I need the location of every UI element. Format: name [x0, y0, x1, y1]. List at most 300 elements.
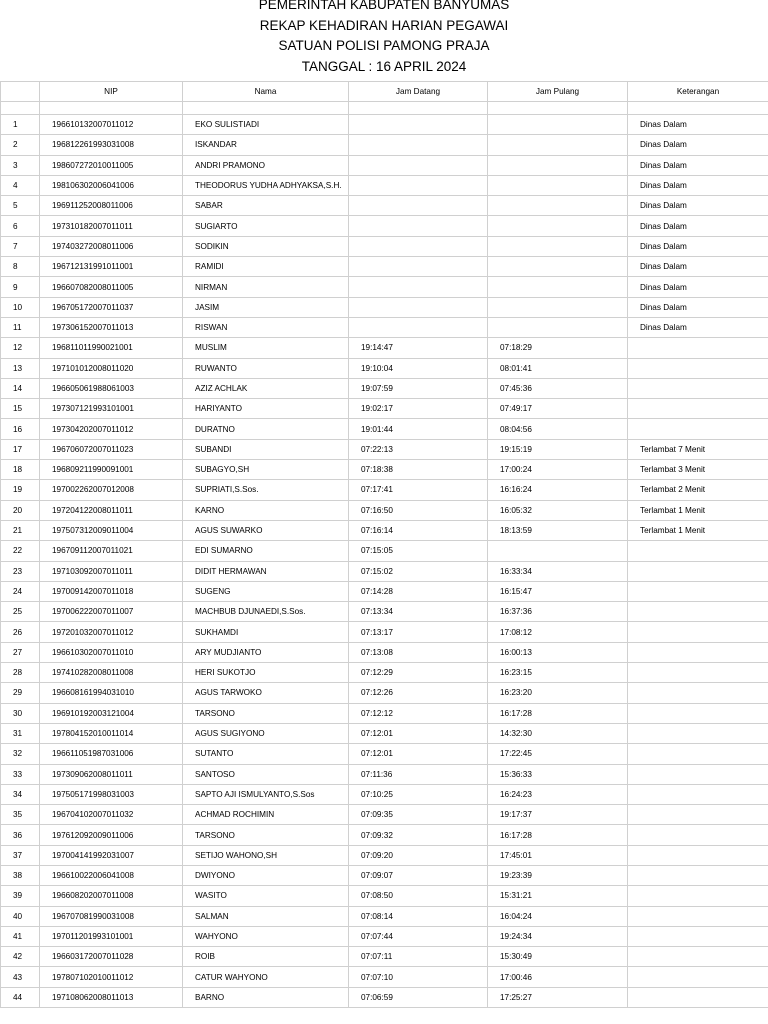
cell-keterangan	[628, 561, 768, 581]
cell-nama: EKO SULISTIADI	[183, 115, 349, 135]
cell-keterangan: Dinas Dalam	[628, 277, 768, 297]
cell-jam-datang	[349, 277, 488, 297]
cell-nip: 197306152007011013	[40, 317, 183, 337]
cell-jam-pulang	[488, 135, 628, 155]
cell-jam-pulang: 16:15:47	[488, 581, 628, 601]
cell-number: 33	[1, 764, 40, 784]
cell-jam-pulang: 16:04:24	[488, 906, 628, 926]
table-row	[1, 764, 768, 784]
cell-nama: SABAR	[183, 196, 349, 216]
cell-nama: SAPTO AJI ISMULYANTO,S.Sos	[183, 784, 349, 804]
cell-keterangan	[628, 906, 768, 926]
cell-number: 19	[1, 480, 40, 500]
cell-nip: 197807102010011012	[40, 967, 183, 987]
cell-nama: SUBAGYO,SH	[183, 460, 349, 480]
cell-number: 39	[1, 886, 40, 906]
cell-nama: ROIB	[183, 947, 349, 967]
table-row	[1, 460, 768, 480]
cell-keterangan	[628, 703, 768, 723]
cell-nama: SUPRIATI,S.Sos.	[183, 480, 349, 500]
cell-number: 41	[1, 926, 40, 946]
cell-keterangan	[628, 419, 768, 439]
cell-keterangan	[628, 378, 768, 398]
cell-nip: 196707081990031008	[40, 906, 183, 926]
cell-nip: 198106302006041006	[40, 175, 183, 195]
table-row	[1, 257, 768, 277]
cell-nama: ISKANDAR	[183, 135, 349, 155]
cell-nama: SUTANTO	[183, 744, 349, 764]
table-row	[1, 663, 768, 683]
cell-jam-pulang: 17:00:24	[488, 460, 628, 480]
cell-number: 1	[1, 115, 40, 135]
cell-jam-pulang: 19:17:37	[488, 805, 628, 825]
cell-jam-datang	[349, 115, 488, 135]
cell-number: 34	[1, 784, 40, 804]
cell-number: 29	[1, 683, 40, 703]
cell-nama: AGUS SUGIYONO	[183, 723, 349, 743]
spacer-cell	[628, 102, 768, 115]
table-row	[1, 865, 768, 885]
cell-nama: RAMIDI	[183, 257, 349, 277]
cell-keterangan	[628, 399, 768, 419]
table-row	[1, 622, 768, 642]
table-row	[1, 581, 768, 601]
cell-jam-pulang	[488, 541, 628, 561]
cell-jam-pulang: 07:45:36	[488, 378, 628, 398]
cell-nama: THEODORUS YUDHA ADHYAKSA,S.H.	[183, 175, 349, 195]
cell-keterangan: Dinas Dalam	[628, 216, 768, 236]
cell-jam-pulang: 16:24:23	[488, 784, 628, 804]
spacer-cell	[1, 102, 40, 115]
cell-number: 42	[1, 947, 40, 967]
cell-jam-datang: 07:15:02	[349, 561, 488, 581]
cell-jam-pulang: 08:01:41	[488, 358, 628, 378]
cell-number: 27	[1, 642, 40, 662]
cell-nama: ACHMAD ROCHIMIN	[183, 805, 349, 825]
cell-jam-pulang: 15:30:49	[488, 947, 628, 967]
spacer-cell	[183, 102, 349, 115]
cell-jam-pulang	[488, 317, 628, 337]
cell-nip: 197403272008011006	[40, 236, 183, 256]
cell-jam-datang: 07:14:28	[349, 581, 488, 601]
cell-jam-pulang: 16:05:32	[488, 500, 628, 520]
cell-nama: MUSLIM	[183, 338, 349, 358]
cell-keterangan: Terlambat 2 Menit	[628, 480, 768, 500]
cell-nip: 197804152010011014	[40, 723, 183, 743]
table-row	[1, 378, 768, 398]
cell-number: 11	[1, 317, 40, 337]
cell-jam-datang: 07:07:44	[349, 926, 488, 946]
cell-nip: 198607272010011005	[40, 155, 183, 175]
cell-jam-pulang: 16:23:15	[488, 663, 628, 683]
table-row	[1, 987, 768, 1007]
cell-nip: 197204122008011011	[40, 500, 183, 520]
cell-number: 22	[1, 541, 40, 561]
cell-nama: AZIZ ACHLAK	[183, 378, 349, 398]
table-row	[1, 399, 768, 419]
cell-keterangan: Dinas Dalam	[628, 236, 768, 256]
table-row	[1, 886, 768, 906]
cell-nip: 197004141992031007	[40, 845, 183, 865]
cell-keterangan: Terlambat 1 Menit	[628, 500, 768, 520]
attendance-table	[0, 81, 768, 1008]
cell-nip: 196911252008011006	[40, 196, 183, 216]
table-row	[1, 967, 768, 987]
cell-number: 10	[1, 297, 40, 317]
cell-nama: ANDRI PRAMONO	[183, 155, 349, 175]
spacer-cell	[40, 102, 183, 115]
cell-number: 32	[1, 744, 40, 764]
cell-jam-datang: 07:07:11	[349, 947, 488, 967]
cell-nama: SUGENG	[183, 581, 349, 601]
cell-keterangan	[628, 987, 768, 1007]
table-row	[1, 744, 768, 764]
table-row	[1, 541, 768, 561]
table-row	[1, 480, 768, 500]
cell-jam-datang: 07:13:17	[349, 622, 488, 642]
table-row	[1, 115, 768, 135]
cell-nama: ARY MUDJIANTO	[183, 642, 349, 662]
cell-number: 30	[1, 703, 40, 723]
cell-nama: KARNO	[183, 500, 349, 520]
cell-jam-datang: 19:02:17	[349, 399, 488, 419]
cell-nip: 196712131991011001	[40, 257, 183, 277]
cell-number: 24	[1, 581, 40, 601]
cell-jam-datang: 07:15:05	[349, 541, 488, 561]
table-row	[1, 805, 768, 825]
cell-nama: AGUS TARWOKO	[183, 683, 349, 703]
cell-nip: 196709112007011021	[40, 541, 183, 561]
cell-nama: DURATNO	[183, 419, 349, 439]
cell-jam-pulang: 19:15:19	[488, 439, 628, 459]
cell-jam-datang	[349, 216, 488, 236]
table-spacer-row	[1, 102, 768, 115]
table-row	[1, 602, 768, 622]
cell-jam-datang: 19:10:04	[349, 358, 488, 378]
table-row	[1, 520, 768, 540]
table-row	[1, 358, 768, 378]
cell-jam-pulang: 15:31:21	[488, 886, 628, 906]
cell-nama: SETIJO WAHONO,SH	[183, 845, 349, 865]
cell-nip: 197103092007011011	[40, 561, 183, 581]
cell-number: 18	[1, 460, 40, 480]
cell-jam-datang: 07:08:50	[349, 886, 488, 906]
cell-jam-datang: 07:10:25	[349, 784, 488, 804]
cell-nama: SALMAN	[183, 906, 349, 926]
cell-number: 35	[1, 805, 40, 825]
cell-keterangan	[628, 764, 768, 784]
cell-number: 4	[1, 175, 40, 195]
cell-nip: 196610022006041008	[40, 865, 183, 885]
header-line-report-title: REKAP KEHADIRAN HARIAN PEGAWAI	[259, 17, 509, 33]
cell-jam-datang	[349, 155, 488, 175]
cell-jam-pulang: 16:37:36	[488, 602, 628, 622]
table-row	[1, 439, 768, 459]
cell-nip: 196608202007011008	[40, 886, 183, 906]
table-row	[1, 277, 768, 297]
cell-jam-datang: 07:06:59	[349, 987, 488, 1007]
header-line-date: TANGGAL : 16 APRIL 2024	[301, 58, 467, 74]
cell-jam-pulang: 16:17:28	[488, 703, 628, 723]
cell-number: 14	[1, 378, 40, 398]
cell-nip: 196811011990021001	[40, 338, 183, 358]
cell-jam-pulang: 17:00:46	[488, 967, 628, 987]
cell-keterangan	[628, 602, 768, 622]
cell-keterangan: Dinas Dalam	[628, 135, 768, 155]
column-header-jam-datang: Jam Datang	[349, 82, 488, 102]
cell-nip: 196610302007011010	[40, 642, 183, 662]
cell-jam-datang: 07:13:34	[349, 602, 488, 622]
column-header-keterangan: Keterangan	[628, 82, 768, 102]
table-row	[1, 703, 768, 723]
cell-nip: 197612092009011006	[40, 825, 183, 845]
table-row	[1, 155, 768, 175]
cell-number: 2	[1, 135, 40, 155]
cell-jam-pulang: 19:24:34	[488, 926, 628, 946]
cell-jam-pulang: 16:33:34	[488, 561, 628, 581]
cell-keterangan: Terlambat 1 Menit	[628, 520, 768, 540]
cell-nip: 196610132007011012	[40, 115, 183, 135]
cell-jam-pulang	[488, 277, 628, 297]
cell-nama: CATUR WAHYONO	[183, 967, 349, 987]
cell-nip: 196607082008011005	[40, 277, 183, 297]
cell-keterangan: Dinas Dalam	[628, 297, 768, 317]
cell-nip: 197309062008011011	[40, 764, 183, 784]
cell-nip: 197507312009011004	[40, 520, 183, 540]
cell-jam-pulang: 16:17:28	[488, 825, 628, 845]
cell-jam-datang: 07:12:01	[349, 744, 488, 764]
cell-nama: MACHBUB DJUNAEDI,S.Sos.	[183, 602, 349, 622]
cell-nip: 197410282008011008	[40, 663, 183, 683]
cell-jam-datang: 07:16:50	[349, 500, 488, 520]
cell-nama: DIDIT HERMAWAN	[183, 561, 349, 581]
spacer-cell	[349, 102, 488, 115]
cell-jam-datang	[349, 297, 488, 317]
cell-jam-datang	[349, 135, 488, 155]
cell-nip: 197304202007011012	[40, 419, 183, 439]
cell-keterangan	[628, 622, 768, 642]
header-line-government: PEMERINTAH KABUPATEN BANYUMAS	[258, 0, 510, 12]
cell-jam-datang	[349, 196, 488, 216]
cell-number: 7	[1, 236, 40, 256]
cell-jam-pulang	[488, 115, 628, 135]
cell-nip: 196611051987031006	[40, 744, 183, 764]
cell-nip: 197002262007012008	[40, 480, 183, 500]
cell-number: 26	[1, 622, 40, 642]
cell-keterangan: Dinas Dalam	[628, 115, 768, 135]
cell-nama: RISWAN	[183, 317, 349, 337]
cell-nama: EDI SUMARNO	[183, 541, 349, 561]
cell-jam-pulang: 18:13:59	[488, 520, 628, 540]
cell-jam-pulang	[488, 155, 628, 175]
cell-jam-pulang	[488, 216, 628, 236]
cell-jam-datang: 07:16:14	[349, 520, 488, 540]
cell-keterangan	[628, 865, 768, 885]
cell-jam-datang: 19:07:59	[349, 378, 488, 398]
cell-nama: HERI SUKOTJO	[183, 663, 349, 683]
cell-jam-pulang	[488, 196, 628, 216]
cell-keterangan	[628, 825, 768, 845]
cell-number: 23	[1, 561, 40, 581]
cell-number: 20	[1, 500, 40, 520]
cell-jam-pulang	[488, 175, 628, 195]
cell-jam-pulang: 16:00:13	[488, 642, 628, 662]
cell-nama: BARNO	[183, 987, 349, 1007]
cell-jam-pulang: 19:23:39	[488, 865, 628, 885]
cell-jam-datang: 19:01:44	[349, 419, 488, 439]
table-row	[1, 196, 768, 216]
cell-number: 38	[1, 865, 40, 885]
cell-number: 9	[1, 277, 40, 297]
report-header	[0, 0, 768, 77]
cell-keterangan	[628, 683, 768, 703]
cell-nama: RUWANTO	[183, 358, 349, 378]
header-line-unit: SATUAN POLISI PAMONG PRAJA	[278, 38, 490, 53]
cell-number: 40	[1, 906, 40, 926]
cell-jam-datang: 07:07:10	[349, 967, 488, 987]
cell-jam-datang	[349, 236, 488, 256]
table-row	[1, 216, 768, 236]
cell-jam-pulang: 17:22:45	[488, 744, 628, 764]
cell-jam-datang: 07:11:36	[349, 764, 488, 784]
cell-nip: 197011201993101001	[40, 926, 183, 946]
table-row	[1, 175, 768, 195]
cell-number: 16	[1, 419, 40, 439]
cell-nama: WAHYONO	[183, 926, 349, 946]
cell-nama: DWIYONO	[183, 865, 349, 885]
cell-jam-pulang: 17:25:27	[488, 987, 628, 1007]
cell-jam-datang	[349, 317, 488, 337]
cell-keterangan: Dinas Dalam	[628, 196, 768, 216]
cell-nip: 197009142007011018	[40, 581, 183, 601]
table-row	[1, 338, 768, 358]
cell-jam-datang	[349, 257, 488, 277]
cell-jam-datang: 07:12:29	[349, 663, 488, 683]
cell-number: 8	[1, 257, 40, 277]
cell-nama: SUGIARTO	[183, 216, 349, 236]
cell-jam-pulang: 16:16:24	[488, 480, 628, 500]
cell-jam-datang: 07:17:41	[349, 480, 488, 500]
cell-keterangan	[628, 805, 768, 825]
column-header-jam-pulang: Jam Pulang	[488, 82, 628, 102]
cell-nama: AGUS SUWARKO	[183, 520, 349, 540]
cell-number: 43	[1, 967, 40, 987]
cell-jam-pulang	[488, 257, 628, 277]
cell-number: 15	[1, 399, 40, 419]
cell-nama: SODIKIN	[183, 236, 349, 256]
cell-keterangan	[628, 926, 768, 946]
cell-nama: SANTOSO	[183, 764, 349, 784]
cell-number: 25	[1, 602, 40, 622]
table-row	[1, 683, 768, 703]
cell-number: 13	[1, 358, 40, 378]
cell-nip: 196603172007011028	[40, 947, 183, 967]
table-row	[1, 926, 768, 946]
column-header-nama: Nama	[183, 82, 349, 102]
cell-nama: WASITO	[183, 886, 349, 906]
cell-nip: 196704102007011032	[40, 805, 183, 825]
cell-nama: TARSONO	[183, 703, 349, 723]
column-header-nip: NIP	[40, 82, 183, 102]
cell-jam-datang: 07:09:20	[349, 845, 488, 865]
cell-nip: 196706072007011023	[40, 439, 183, 459]
cell-jam-pulang: 17:45:01	[488, 845, 628, 865]
cell-keterangan	[628, 886, 768, 906]
cell-nip: 197307121993101001	[40, 399, 183, 419]
cell-nip: 196705172007011037	[40, 297, 183, 317]
cell-jam-datang: 07:12:26	[349, 683, 488, 703]
table-row	[1, 947, 768, 967]
table-row	[1, 825, 768, 845]
cell-jam-datang: 07:09:32	[349, 825, 488, 845]
cell-nama: SUKHAMDI	[183, 622, 349, 642]
cell-keterangan: Terlambat 3 Menit	[628, 460, 768, 480]
cell-jam-pulang: 08:04:56	[488, 419, 628, 439]
table-row	[1, 561, 768, 581]
cell-number: 3	[1, 155, 40, 175]
cell-keterangan	[628, 967, 768, 987]
table-row	[1, 723, 768, 743]
cell-keterangan: Dinas Dalam	[628, 175, 768, 195]
cell-nip: 197310182007011011	[40, 216, 183, 236]
cell-keterangan	[628, 358, 768, 378]
cell-keterangan	[628, 663, 768, 683]
cell-nip: 197108062008011013	[40, 987, 183, 1007]
cell-jam-pulang: 16:23:20	[488, 683, 628, 703]
cell-keterangan	[628, 581, 768, 601]
cell-jam-pulang	[488, 236, 628, 256]
cell-jam-datang: 07:09:35	[349, 805, 488, 825]
cell-nama: HARIYANTO	[183, 399, 349, 419]
table-row	[1, 784, 768, 804]
table-row	[1, 236, 768, 256]
cell-jam-pulang: 07:18:29	[488, 338, 628, 358]
table-header-row	[1, 82, 768, 102]
cell-nip: 197101012008011020	[40, 358, 183, 378]
cell-jam-datang	[349, 175, 488, 195]
cell-jam-datang: 07:12:01	[349, 723, 488, 743]
cell-nama: TARSONO	[183, 825, 349, 845]
cell-jam-pulang: 14:32:30	[488, 723, 628, 743]
cell-jam-datang: 07:09:07	[349, 865, 488, 885]
cell-nama: NIRMAN	[183, 277, 349, 297]
cell-jam-datang: 07:08:14	[349, 906, 488, 926]
cell-nip: 196812261993031008	[40, 135, 183, 155]
cell-nama: JASIM	[183, 297, 349, 317]
cell-number: 44	[1, 987, 40, 1007]
cell-keterangan	[628, 784, 768, 804]
cell-nip: 196608161994031010	[40, 683, 183, 703]
cell-jam-datang: 07:12:12	[349, 703, 488, 723]
table-row	[1, 845, 768, 865]
cell-jam-datang: 07:18:38	[349, 460, 488, 480]
table-row	[1, 642, 768, 662]
cell-keterangan: Dinas Dalam	[628, 155, 768, 175]
cell-nip: 196910192003121004	[40, 703, 183, 723]
cell-keterangan	[628, 338, 768, 358]
cell-jam-pulang	[488, 297, 628, 317]
table-row	[1, 297, 768, 317]
cell-number: 12	[1, 338, 40, 358]
cell-jam-datang: 07:22:13	[349, 439, 488, 459]
table-row	[1, 906, 768, 926]
cell-number: 28	[1, 663, 40, 683]
cell-keterangan: Dinas Dalam	[628, 257, 768, 277]
cell-keterangan	[628, 947, 768, 967]
cell-number: 5	[1, 196, 40, 216]
cell-keterangan	[628, 541, 768, 561]
cell-nip: 196809211990091001	[40, 460, 183, 480]
